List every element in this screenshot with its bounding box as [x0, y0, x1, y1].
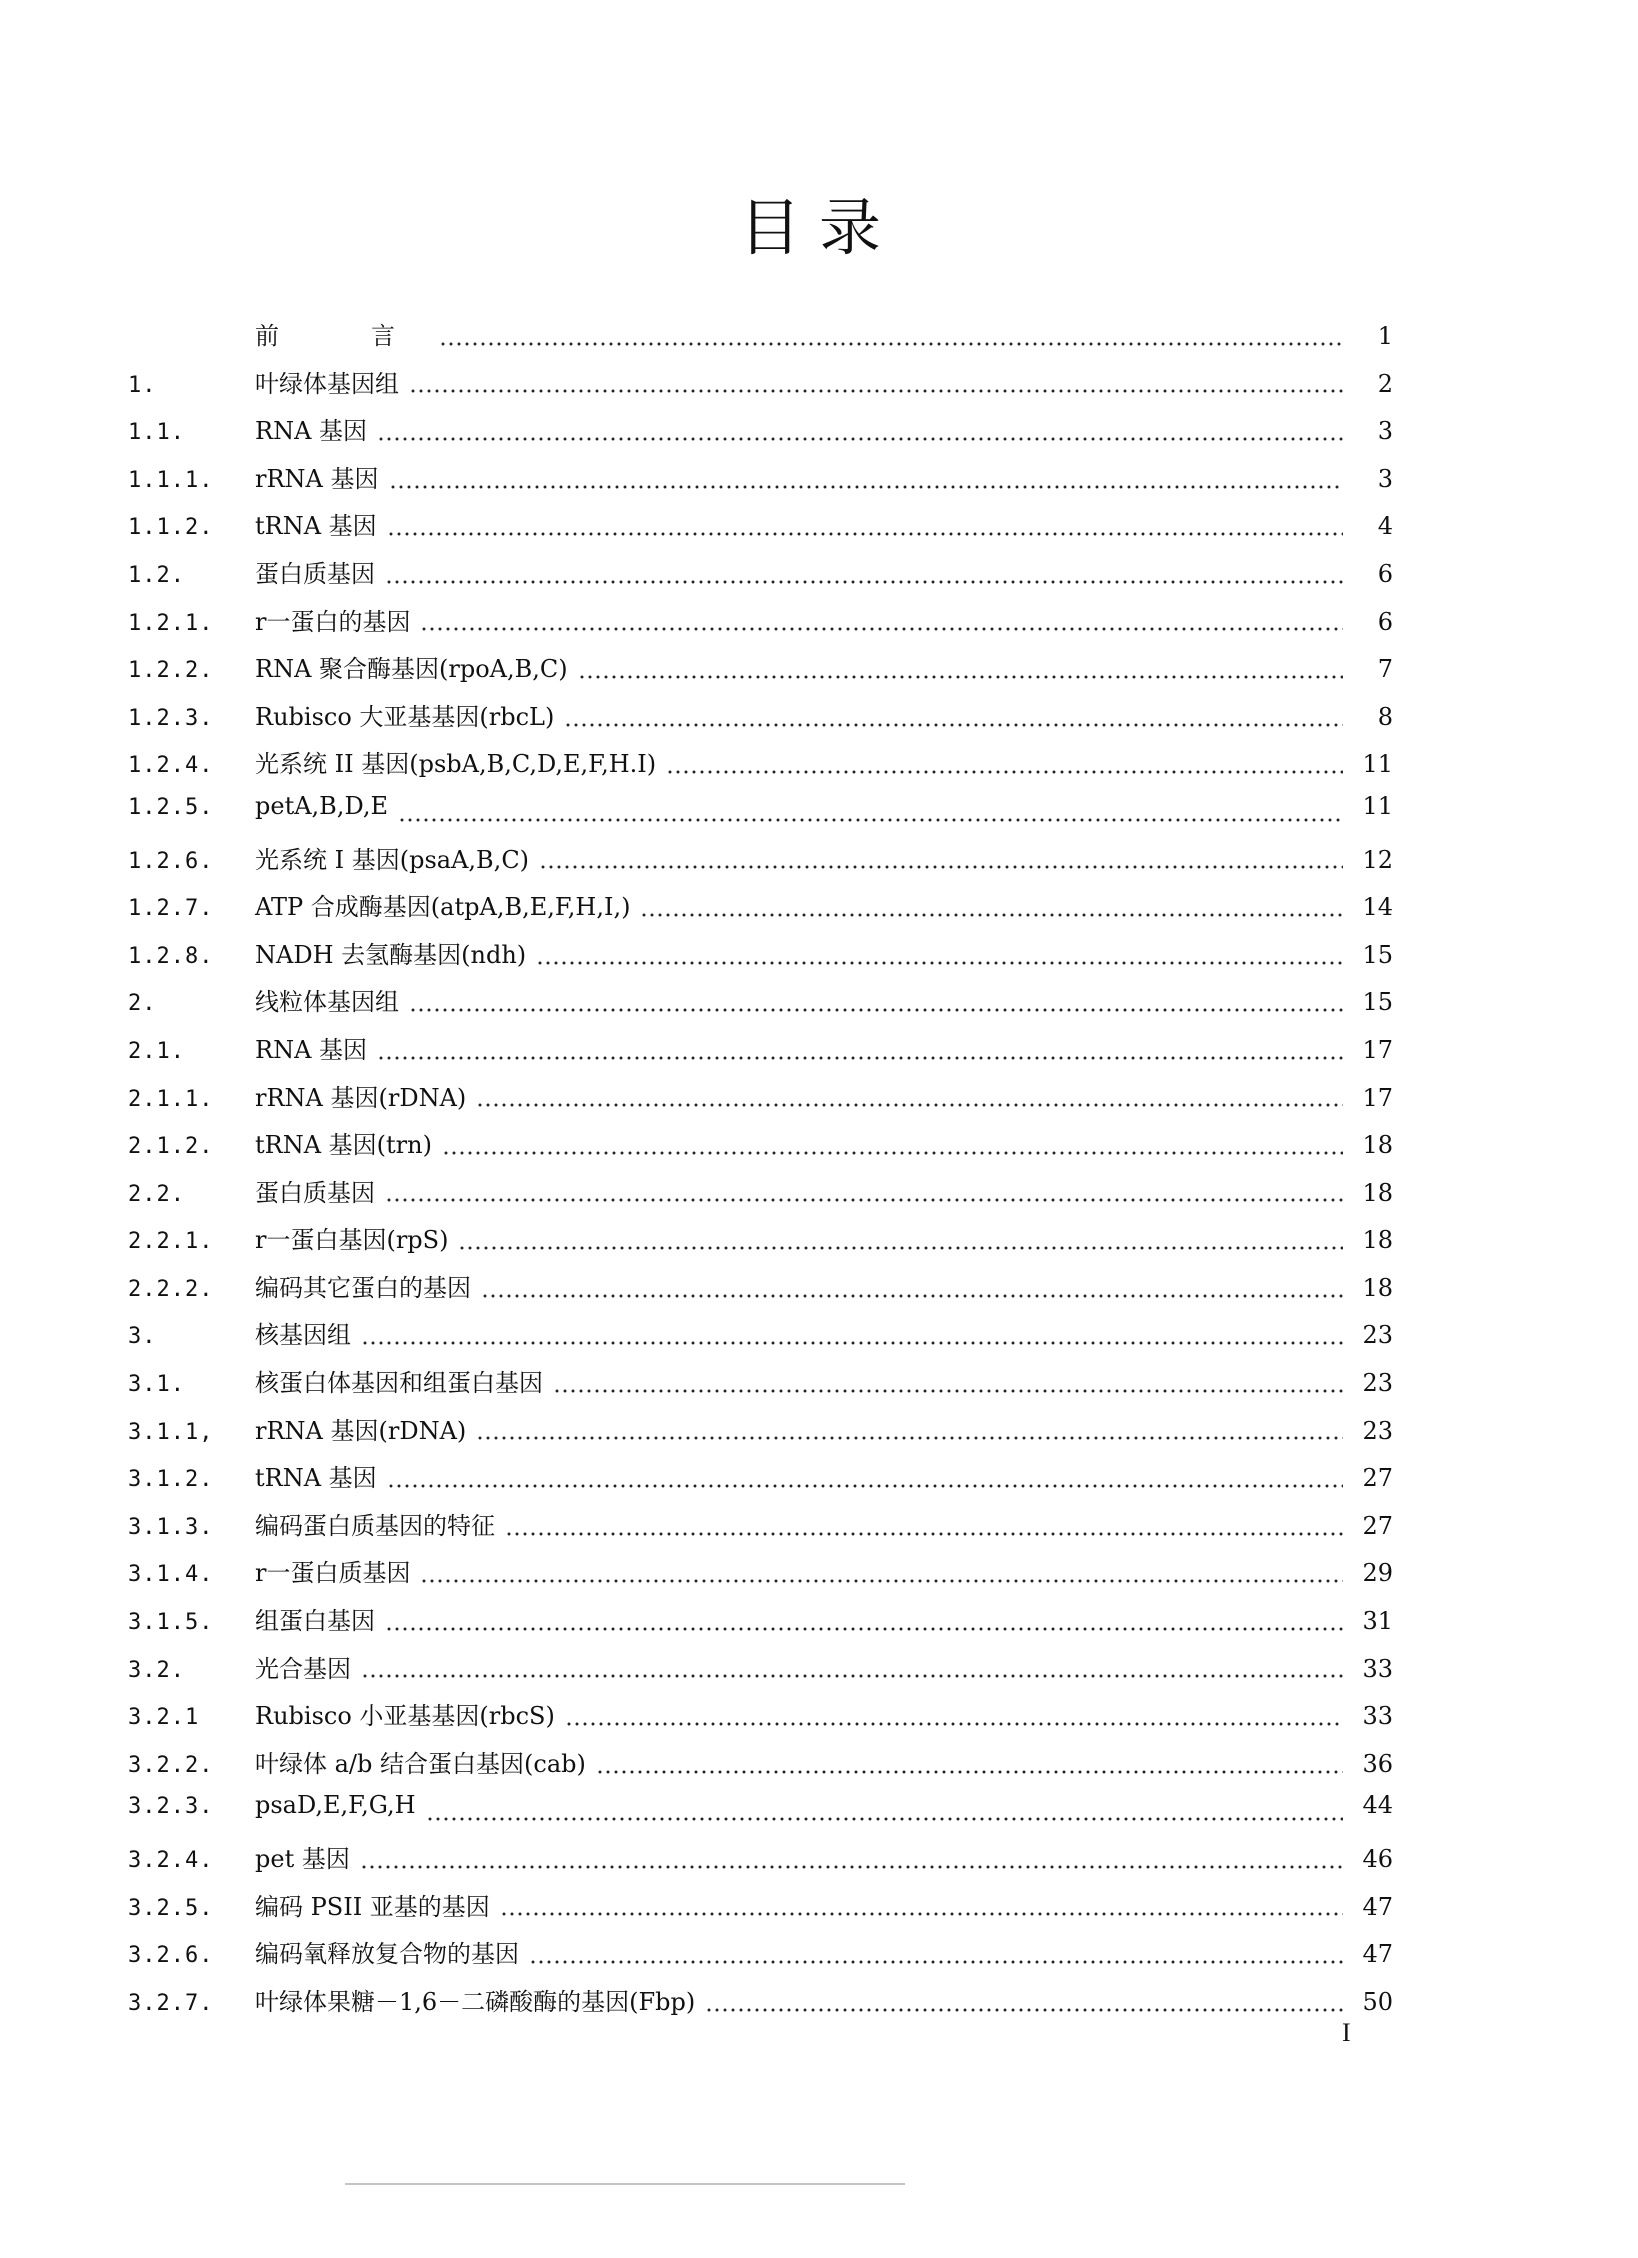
- toc-leader-dots: [439, 328, 1343, 352]
- toc-entry-page: 11: [1362, 750, 1393, 779]
- toc-leader-dots: [500, 1898, 1343, 1922]
- toc-entry-number: 1.2.5.: [128, 794, 214, 820]
- toc-entry-page: 46: [1362, 1845, 1393, 1873]
- toc-entry: [128, 887, 1393, 935]
- toc-entry-title: 编码 PSII 亚基的基因: [255, 1892, 490, 1921]
- toc-entry: [128, 1982, 1393, 2030]
- toc-entry-number: 3.2.7.: [128, 1990, 214, 2016]
- toc-entry: [128, 935, 1393, 983]
- toc-entry: [128, 1791, 1393, 1839]
- toc-entry: [128, 1649, 1393, 1697]
- toc-leader-dots: [476, 1422, 1343, 1446]
- toc-entry-title: 叶绿体果糖－1,6－二磷酸酶的基因(Fbp): [255, 1987, 696, 2016]
- toc-entry-number: 1.2.2.: [128, 658, 214, 684]
- toc-entry-title: tRNA 基因: [255, 512, 377, 541]
- toc-entry-number: 3.: [128, 1324, 157, 1350]
- toc-entry-title: rRNA 基因(rDNA): [255, 1416, 467, 1445]
- toc-entry-number: 3.2.: [128, 1657, 185, 1683]
- toc-entry-title: Rubisco 小亚基基因(rbcS): [255, 1702, 555, 1731]
- toc-entry: [128, 554, 1393, 602]
- toc-leader-dots: [539, 851, 1343, 875]
- toc-entry-page: 18: [1362, 1178, 1393, 1207]
- toc-leader-dots: [387, 1470, 1343, 1494]
- toc-entry: [128, 1839, 1393, 1887]
- toc-entry-page: 44: [1362, 1791, 1393, 1820]
- toc-entry-number: 1.1.1.: [128, 467, 214, 493]
- toc-entry-page: 3: [1377, 417, 1393, 446]
- toc-leader-dots: [640, 899, 1343, 923]
- toc-entry: [128, 1411, 1393, 1459]
- toc-entry: [128, 649, 1393, 697]
- toc-entry-number: 3.1.4.: [128, 1562, 214, 1588]
- toc-entry: [128, 1078, 1393, 1126]
- toc-entry-page: 47: [1362, 1892, 1393, 1921]
- toc-entry-title: 叶绿体基因组: [255, 369, 399, 398]
- toc-entry: [128, 1696, 1393, 1744]
- toc-leader-dots: [389, 471, 1343, 495]
- toc-entry-page: 12: [1362, 845, 1393, 874]
- toc-entry-page: 18: [1362, 1273, 1393, 1302]
- toc-entry-title: r一蛋白质基因: [255, 1559, 411, 1588]
- toc-entry: [128, 1220, 1393, 1268]
- toc-entry: [128, 744, 1393, 792]
- toc-leader-dots: [398, 804, 1343, 828]
- toc-leader-dots: [385, 1184, 1343, 1208]
- toc-entry-number: 3.1.1,: [128, 1419, 214, 1445]
- toc-entry-title: 光系统 II 基因(psbA,B,C,D,E,F,H.I): [255, 750, 657, 779]
- toc-entry-number: 1.2.6.: [128, 848, 214, 874]
- toc-leader-dots: [529, 1946, 1343, 1970]
- toc-entry-page: 36: [1362, 1749, 1393, 1778]
- toc-entry-number: 1.: [128, 372, 157, 398]
- toc-entry-title: Rubisco 大亚基基因(rbcL): [255, 702, 555, 731]
- toc-entry-number: 1.2.1.: [128, 610, 214, 636]
- toc-entry-page: 2: [1377, 369, 1393, 398]
- toc-entry: [128, 602, 1393, 650]
- toc-leader-dots: [553, 1375, 1343, 1399]
- toc-entry-page: 6: [1377, 559, 1393, 588]
- toc-entry-title: tRNA 基因: [255, 1464, 377, 1493]
- toc-entry: [128, 840, 1393, 888]
- toc-entry-number: 3.2.3.: [128, 1794, 214, 1820]
- toc-entry-page: 27: [1362, 1511, 1393, 1540]
- toc-entry: [128, 1934, 1393, 1982]
- toc-entry-page: 17: [1362, 1083, 1393, 1112]
- toc-entry: [128, 792, 1393, 840]
- toc-leader-dots: [409, 375, 1343, 399]
- toc-entry-title: 编码蛋白质基因的特征: [255, 1511, 495, 1540]
- toc-leader-dots: [442, 1137, 1343, 1161]
- toc-leader-dots: [666, 756, 1343, 780]
- toc-entry-title: 前 言: [255, 322, 429, 350]
- toc-entry-number: 3.1.2.: [128, 1467, 214, 1493]
- toc-entry: [128, 364, 1393, 412]
- toc-entry-title: ATP 合成酶基因(atpA,B,E,F,H,I,): [255, 893, 631, 922]
- toc-leader-dots: [565, 1708, 1343, 1732]
- toc-entry-number: 2.: [128, 991, 157, 1017]
- toc-entry: [128, 411, 1393, 459]
- toc-entry-number: 2.2.: [128, 1181, 185, 1207]
- toc-entry: [128, 982, 1393, 1030]
- toc-entry-number: 1.2.: [128, 562, 185, 588]
- toc-entry-page: 18: [1362, 1131, 1393, 1160]
- toc-entry: [128, 1125, 1393, 1173]
- toc-entry-title: 线粒体基因组: [255, 988, 399, 1017]
- toc-leader-dots: [596, 1756, 1343, 1780]
- toc-leader-dots: [385, 566, 1343, 590]
- toc-entry-title: 蛋白质基因: [255, 559, 375, 588]
- toc-entry-number: 1.2.3.: [128, 705, 214, 731]
- toc-leader-dots: [361, 1327, 1343, 1351]
- toc-entry-number: 1.1.: [128, 420, 185, 446]
- toc-entry-page: 17: [1362, 1035, 1393, 1064]
- toc-leader-dots: [409, 994, 1343, 1018]
- toc-entry-page: 47: [1362, 1940, 1393, 1969]
- toc-leader-dots: [426, 1803, 1343, 1827]
- toc-entry-title: 核蛋白体基因和组蛋白基因: [255, 1369, 543, 1398]
- toc-entry-page: 33: [1362, 1654, 1393, 1683]
- toc-entry-number: 3.2.5.: [128, 1895, 214, 1921]
- toc-leader-dots: [505, 1518, 1343, 1542]
- toc-leader-dots: [361, 1660, 1343, 1684]
- toc-entry: [128, 697, 1393, 745]
- toc-entry-page: 8: [1377, 702, 1393, 731]
- toc-entry-page: 4: [1377, 512, 1393, 541]
- toc-entry-page: 31: [1362, 1607, 1393, 1636]
- toc-leader-dots: [578, 661, 1343, 685]
- toc-entry-title: pet 基因: [255, 1845, 350, 1873]
- toc-entry: [128, 506, 1393, 554]
- toc-entry: [128, 1887, 1393, 1935]
- toc-entry: [128, 316, 1393, 364]
- toc-entry-title: 光合基因: [255, 1654, 351, 1683]
- toc-leader-dots: [387, 518, 1343, 542]
- toc-entry-page: 6: [1377, 607, 1393, 636]
- toc-entry-number: 2.1.: [128, 1038, 185, 1064]
- toc-entry-number: 3.2.1: [128, 1705, 200, 1731]
- toc-leader-dots: [385, 1613, 1343, 1637]
- toc-leader-dots: [476, 1089, 1343, 1113]
- toc-entry-title: RNA 基因: [255, 1035, 368, 1064]
- toc-entry-page: 29: [1362, 1559, 1393, 1588]
- toc-entry-number: 2.1.2.: [128, 1134, 214, 1160]
- toc-entry-number: 2.2.1.: [128, 1229, 214, 1255]
- toc-entry-page: 11: [1362, 791, 1393, 820]
- toc-entry-title: 叶绿体 a/b 结合蛋白基因(cab): [255, 1749, 586, 1778]
- toc-entry-page: 27: [1362, 1464, 1393, 1493]
- page-number: I: [1342, 2018, 1351, 2047]
- toc-leader-dots: [481, 1280, 1343, 1304]
- toc-entry: [128, 1458, 1393, 1506]
- toc-entry-page: 3: [1377, 464, 1393, 493]
- toc-entry-title: psaD,E,F,G,H: [255, 1791, 416, 1820]
- toc-entry: [128, 1601, 1393, 1649]
- toc-entry-title: 组蛋白基因: [255, 1607, 375, 1636]
- toc-entry-title: 蛋白质基因: [255, 1178, 375, 1207]
- toc-leader-dots: [420, 1565, 1343, 1589]
- page-title: 目录: [738, 191, 899, 264]
- toc-entry: [128, 1506, 1393, 1554]
- toc-entry-number: 3.2.2.: [128, 1752, 214, 1778]
- toc-entry-number: 3.2.4.: [128, 1848, 214, 1873]
- toc-entry-title: rRNA 基因(rDNA): [255, 1083, 467, 1112]
- toc-entry-title: petA,B,D,E: [255, 791, 388, 820]
- toc-leader-dots: [536, 947, 1343, 971]
- toc-entry-title: NADH 去氢酶基因(ndh): [255, 940, 527, 969]
- toc-leader-dots: [377, 1042, 1343, 1066]
- toc-entry-page: 23: [1362, 1416, 1393, 1445]
- toc-entry-number: 3.1.5.: [128, 1610, 214, 1636]
- table-of-contents: [128, 316, 1393, 2029]
- toc-entry-number: 3.2.6.: [128, 1943, 214, 1969]
- toc-entry-page: 23: [1362, 1369, 1393, 1398]
- toc-entry-number: 1.2.8.: [128, 943, 214, 969]
- toc-entry: [128, 459, 1393, 507]
- toc-entry-number: 1.2.4.: [128, 753, 214, 779]
- toc-entry-number: 1.1.2.: [128, 515, 214, 541]
- toc-entry: [128, 1268, 1393, 1316]
- toc-entry-page: 33: [1362, 1702, 1393, 1731]
- scan-artifact: [345, 2183, 905, 2185]
- toc-entry-title: rRNA 基因: [255, 464, 379, 493]
- toc-entry: [128, 1315, 1393, 1363]
- toc-entry-number: 1.2.7.: [128, 896, 214, 922]
- toc-leader-dots: [377, 423, 1343, 447]
- toc-entry-title: r一蛋白的基因: [255, 607, 411, 636]
- toc-entry-number: 2.1.1.: [128, 1086, 214, 1112]
- toc-entry-page: 15: [1362, 988, 1393, 1017]
- toc-entry: [128, 1363, 1393, 1411]
- toc-leader-dots: [564, 709, 1343, 733]
- toc-entry-title: RNA 聚合酶基因(rpoA,B,C): [255, 655, 568, 684]
- toc-entry-page: 23: [1362, 1321, 1393, 1350]
- toc-entry-page: 14: [1362, 893, 1393, 922]
- toc-entry: [128, 1173, 1393, 1221]
- toc-entry-page: 7: [1377, 655, 1393, 684]
- toc-entry-page: 15: [1362, 940, 1393, 969]
- toc-entry-title: 光系统 I 基因(psaA,B,C): [255, 845, 530, 874]
- toc-entry: [128, 1744, 1393, 1792]
- toc-entry-number: 2.2.2.: [128, 1276, 214, 1302]
- toc-entry-number: 3.1.: [128, 1372, 185, 1398]
- toc-leader-dots: [420, 613, 1343, 637]
- toc-entry: [128, 1553, 1393, 1601]
- toc-leader-dots: [360, 1851, 1343, 1875]
- toc-entry-number: 3.1.3.: [128, 1514, 214, 1540]
- toc-entry-title: 编码其它蛋白的基因: [255, 1273, 471, 1302]
- toc-entry-title: tRNA 基因(trn): [255, 1131, 432, 1160]
- toc-entry: [128, 1030, 1393, 1078]
- toc-entry-title: RNA 基因: [255, 417, 368, 446]
- toc-entry-title: 编码氧释放复合物的基因: [255, 1940, 519, 1969]
- toc-leader-dots: [458, 1232, 1343, 1256]
- toc-entry-title: r一蛋白基因(rpS): [255, 1226, 449, 1255]
- toc-entry-page: 50: [1362, 1987, 1393, 2016]
- toc-leader-dots: [705, 1994, 1343, 2018]
- toc-entry-page: 18: [1362, 1226, 1393, 1255]
- toc-entry-page: 1: [1377, 322, 1393, 350]
- toc-entry-title: 核基因组: [255, 1321, 351, 1350]
